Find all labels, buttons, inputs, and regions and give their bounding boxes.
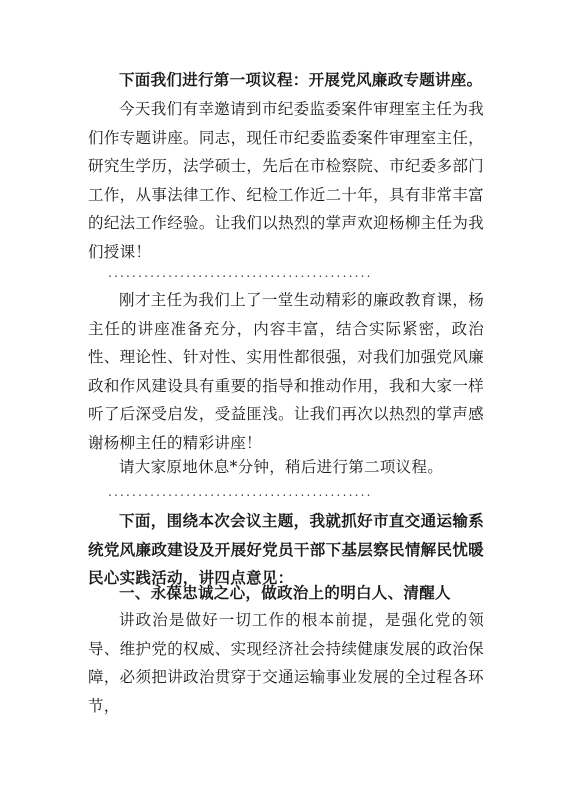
point-1-heading: 一、永葆忠诚之心，做政治上的明白人、清醒人	[119, 583, 451, 602]
separator-dots-2: ............................................	[108, 487, 373, 497]
point-1-body: 讲政治是做好一切工作的根本前提，是强化党的领导、维护党的权威、实现经济社会持续健康发展的政治保障，必须把讲政治贯穿于交通运输事业发展的全过程各环节，	[88, 611, 484, 715]
theme-paragraph: 下面，围绕本次会议主题，我就抓好市直交通运输系统党风廉政建设及开展好党员干部下基层察民情解民忧暖民心实践活动，讲四点意见：	[88, 511, 484, 587]
thanks-paragraph: 刚才主任为我们上了一堂生动精彩的廉政教育课，杨主任的讲座准备充分，内容丰富，结合实际紧密，政治性、理论性、针对性、实用性都很强，对我们加强党风廉政和作风建设具有重要的指导和推动作用，我和大家一样听了后深受启发，受益匪浅。让我们再次以热烈的掌声感谢杨柳主任的精彩讲座！	[88, 291, 484, 452]
break-paragraph: 请大家原地休息*分钟，稍后进行第二项议程。	[119, 458, 444, 476]
intro-paragraph: 今天我们有幸邀请到市纪委监委案件审理室主任为我们作专题讲座。同志，现任市纪委监委案件审理室主任，研究生学历，法学硕士，先后在市检察院、市纪委多部门工作，从事法律工作、纪检工作近二十年，具有非常丰富的纪法工作经验。让我们以热烈的掌声欢迎杨柳主任为我们授课！	[88, 100, 484, 261]
agenda-1-heading: 下面我们进行第一项议程：开展党风廉政专题讲座。	[119, 70, 483, 89]
separator-dots-1: ............................................	[108, 268, 373, 278]
